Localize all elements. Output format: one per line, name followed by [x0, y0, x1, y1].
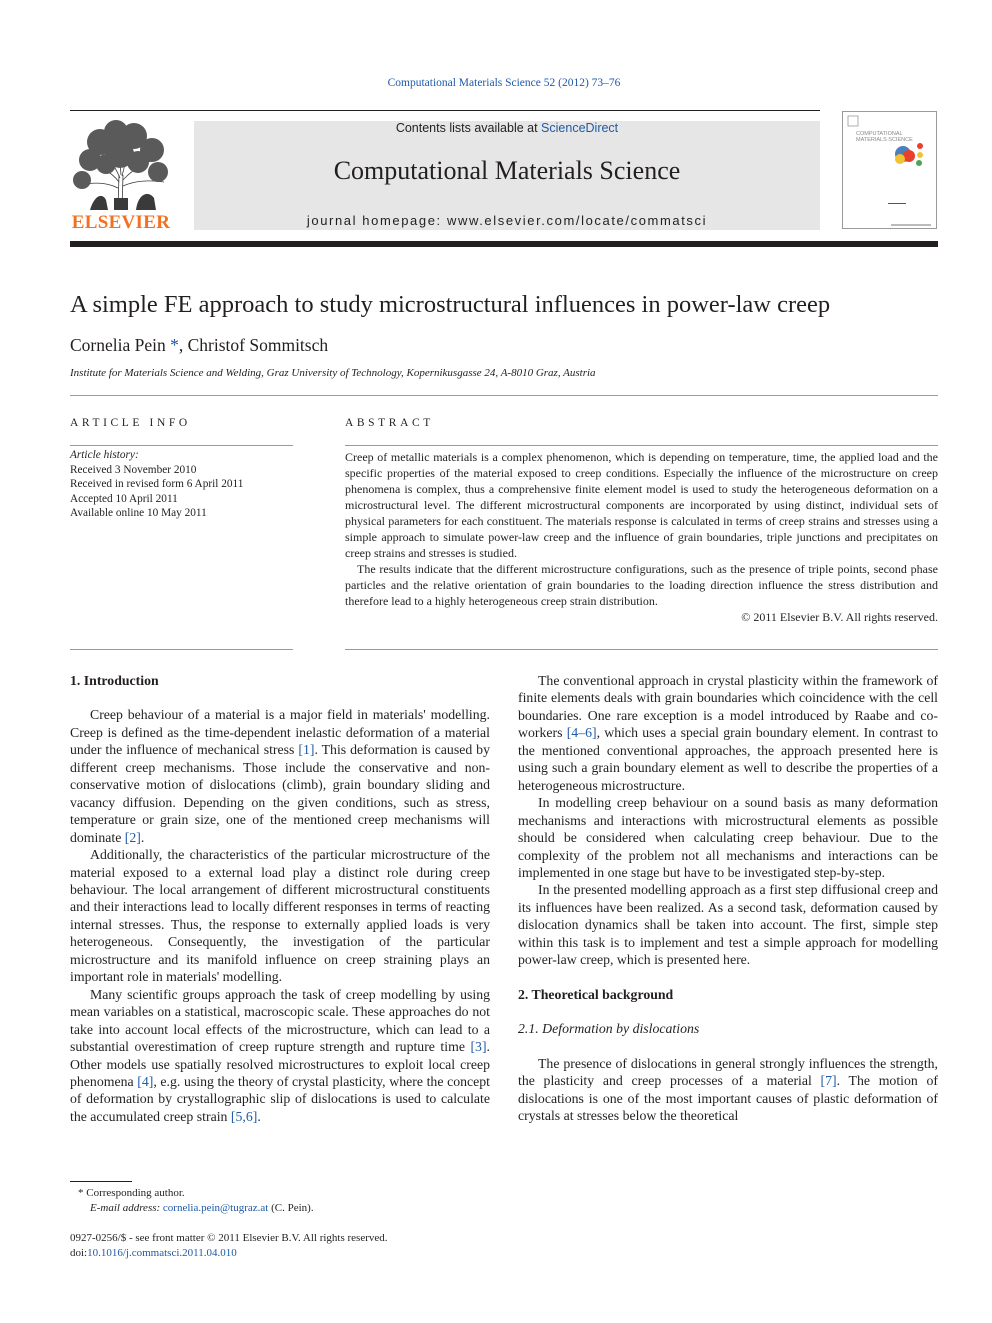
copyright-line: © 2011 Elsevier B.V. All rights reserved. — [741, 610, 938, 624]
history-item: Available online 10 May 2011 — [70, 507, 207, 519]
body-paragraph: Additionally, the characteristics of the particular microstructure of the material exposed to a external load play a distinct role during creep behaviour. The local arrangement of different microstructural constituents and their interactions lead to locally different responses in terms of reacting internal stresses. Thus, the response to externally applied loads is very heterogeneous. Consequently, the investigation of the particular microstructure and its manifold influence on creep straining plays an important role in materials' modelling. — [70, 847, 490, 985]
corresponding-author-mark[interactable]: * — [170, 335, 179, 355]
article-info-heading: ARTICLE INFO — [70, 417, 191, 429]
paragraph-text: , which uses a special grain boundary element. In contrast to the mentioned conventional approaches, the approach presented here is using such a grain boundary element as well to describe the properties of a heterogeneous microstructure. — [518, 725, 938, 793]
paragraph-text: . This deformation is caused by different creep mechanisms. Those include the conservative and non-conservative motion of dislocations (climb), grain boundary sliding and vacancy diffusion. Depending on the given conditions, such as stress, temperature or grain size, one of the mentioned creep mechanisms will dominate — [70, 742, 490, 845]
citation-link[interactable]: [4–6] — [566, 725, 597, 741]
body-column-right — [518, 672, 938, 1124]
section-heading: 1. Introduction — [70, 673, 159, 688]
footnote-mark: * — [78, 1187, 84, 1199]
body-paragraph: In the presented modelling approach as a first step diffusional creep and its influences have been realized. As a second task, deformation caused by dislocation dynamics shall be taken into account. The first, simple step within this task is to implement and test a simple approach for modelling power-law creep, which is presented here. — [518, 882, 938, 968]
paragraph-text: The conventional approach in crystal plasticity within the framework of finite elements deals with grain boundaries which coincidence with the cell boundaries. One rare exception is a model introduced by Raabe and co-workers — [518, 673, 938, 741]
doi-prefix: doi: — [70, 1246, 88, 1259]
email-note — [70, 1201, 314, 1216]
corresponding-author-note — [70, 1186, 314, 1201]
issn-line: 0927-0256/$ - see front matter © 2011 Elsevier B.V. All rights reserved. — [70, 1232, 388, 1244]
paragraph-text: . — [140, 829, 145, 845]
paragraph-text: . — [257, 1108, 261, 1124]
section-gap — [518, 969, 938, 986]
citation-link[interactable]: [2] — [124, 829, 141, 845]
affiliation-rule — [70, 395, 938, 396]
article-title: A simple FE approach to study microstructural influences in power-law creep — [70, 291, 831, 318]
subsection-heading: 2.1. Deformation by dislocations — [518, 1021, 700, 1037]
author-separator: , — [178, 335, 188, 355]
heading-gap — [518, 1003, 938, 1020]
paragraph-text: . The motion of dislocations is one of the most important causes of plastic deformation of crystals at stresses below the theoretical — [518, 1073, 938, 1123]
abstract-paragraph: Creep of metallic materials is a complex phenomenon, which is depending on temperature, time, the applied load and the specific properties of the material exposed to creep conditions. Especially the influence of the microstructure on creep phenomena is complex, thus a comprehensive finite element model is used to study the heterogeneous deformation on a microstructural level. The different microstructural components are incorporated by using distinct, individual sets of physical parameters for each constituent. The materials response is calculated in terms of creep strains and stresses using a simple approach to simulate power-law creep and the influence of grain boundaries, triple junctions and precipitates on creep strains and stresses is studied. — [345, 450, 938, 560]
author-name: Cornelia Pein — [70, 335, 166, 355]
email-label: E-mail address: — [90, 1202, 161, 1214]
journal-homepage[interactable]: journal homepage: www.elsevier.com/locate/commatsci — [306, 213, 708, 228]
affiliation: Institute for Materials Science and Welding, Graz University of Technology, Kopernikusgasse 24, A-8010 Graz, Austria — [70, 367, 596, 379]
info-rule — [70, 649, 293, 650]
history-item: Accepted 10 April 2011 — [70, 492, 178, 505]
body-paragraph: In modelling creep behaviour on a sound basis as many deformation mechanisms and interactions with microstructural elements as possible should be considered when calculating creep behaviour. Due to the complexity of the problem not all mechanisms and interactions can be implemented in one stage but have to be investigated step-by-step. — [518, 795, 938, 880]
doi-line — [70, 1246, 388, 1261]
issn-block — [70, 1231, 388, 1260]
body-paragraph — [518, 1055, 938, 1125]
body-paragraph — [518, 672, 938, 794]
info-rule — [70, 445, 293, 446]
author-email-link[interactable]: cornelia.pein@tugraz.at — [162, 1202, 269, 1214]
abstract-rule — [345, 649, 938, 650]
paragraph-text: , e.g. using the theory of crystal plasticity, where the concept of deformation by crystallographic slip of dislocations is used to calculate the accumulated creep strain — [70, 1073, 490, 1124]
header-thick-rule — [70, 241, 938, 247]
citation-link[interactable]: [7] — [820, 1073, 837, 1089]
paragraph-text: Creep behaviour of a material is a major field in materials' modelling. Creep is defined as the time-dependent inelastic deformation of a material under the influence of mechanical stress — [70, 707, 490, 758]
citation-link[interactable]: [5,6] — [230, 1108, 258, 1124]
abstract-paragraph: The results indicate that the different microstructure configurations, such as the presence of triple points, second phase particles and the relative orientation of grain boundaries to the loading direction influence the stress distribution and therefore lead to a highly heterogeneous creep strain distribution. — [345, 562, 938, 608]
heading-gap — [70, 689, 490, 706]
body-column-left — [70, 672, 490, 1125]
cover-art-icon — [843, 112, 936, 228]
doi-link[interactable]: 10.1016/j.commatsci.2011.04.010 — [87, 1246, 237, 1259]
body-paragraph — [70, 986, 490, 1126]
abstract-heading: ABSTRACT — [345, 417, 434, 429]
contents-prefix: Contents lists available at — [395, 121, 542, 135]
footnote-text: Corresponding author. — [86, 1187, 185, 1199]
heading-gap — [518, 1038, 938, 1055]
journal-title: Computational Materials Science — [333, 156, 681, 185]
body-paragraph — [70, 706, 490, 846]
history-item: Received 3 November 2010 — [70, 463, 197, 476]
author-list — [70, 335, 328, 356]
journal-citation[interactable]: Computational Materials Science 52 (2012) 73–76 — [387, 77, 621, 89]
abstract-body — [345, 449, 938, 625]
abstract-rule — [345, 445, 938, 446]
paragraph-text: Many scientific groups approach the task of creep modelling by using mean variables on a statistical, macroscopic scale. These approaches do not take into account local effects of the microstructure, which can lead to a substantial overestimation of creep rupture strength and rupture time — [70, 986, 490, 1055]
citation-link[interactable]: [3] — [470, 1039, 487, 1055]
citation-link[interactable]: [1] — [298, 742, 315, 758]
section-heading: 2. Theoretical background — [518, 986, 674, 1002]
paragraph-text: . Other models use spatially resolved microstructures to exploit local creep phenomena — [70, 1039, 490, 1089]
contents-line — [194, 121, 820, 135]
journal-cover-thumbnail[interactable] — [842, 111, 937, 229]
elsevier-wordmark: ELSEVIER — [71, 212, 171, 233]
email-suffix: (C. Pein). — [268, 1202, 314, 1214]
paragraph-text: The presence of dislocations in general strongly influences the strength, the plasticity and creep processes of a material — [518, 1055, 938, 1089]
footnote-rule — [70, 1181, 132, 1182]
header-rule — [70, 110, 820, 111]
article-history — [70, 448, 243, 521]
history-item: Received in revised form 6 April 2011 — [70, 478, 244, 490]
sciencedirect-link[interactable]: ScienceDirect — [541, 121, 619, 135]
footnote — [70, 1186, 314, 1216]
author-name: Christof Sommitsch — [187, 335, 329, 355]
citation-link[interactable]: [4] — [137, 1073, 154, 1089]
cover-title: COMPUTATIONAL MATERIALS SCIENCE — [856, 131, 913, 143]
history-label: Article history: — [70, 449, 139, 461]
